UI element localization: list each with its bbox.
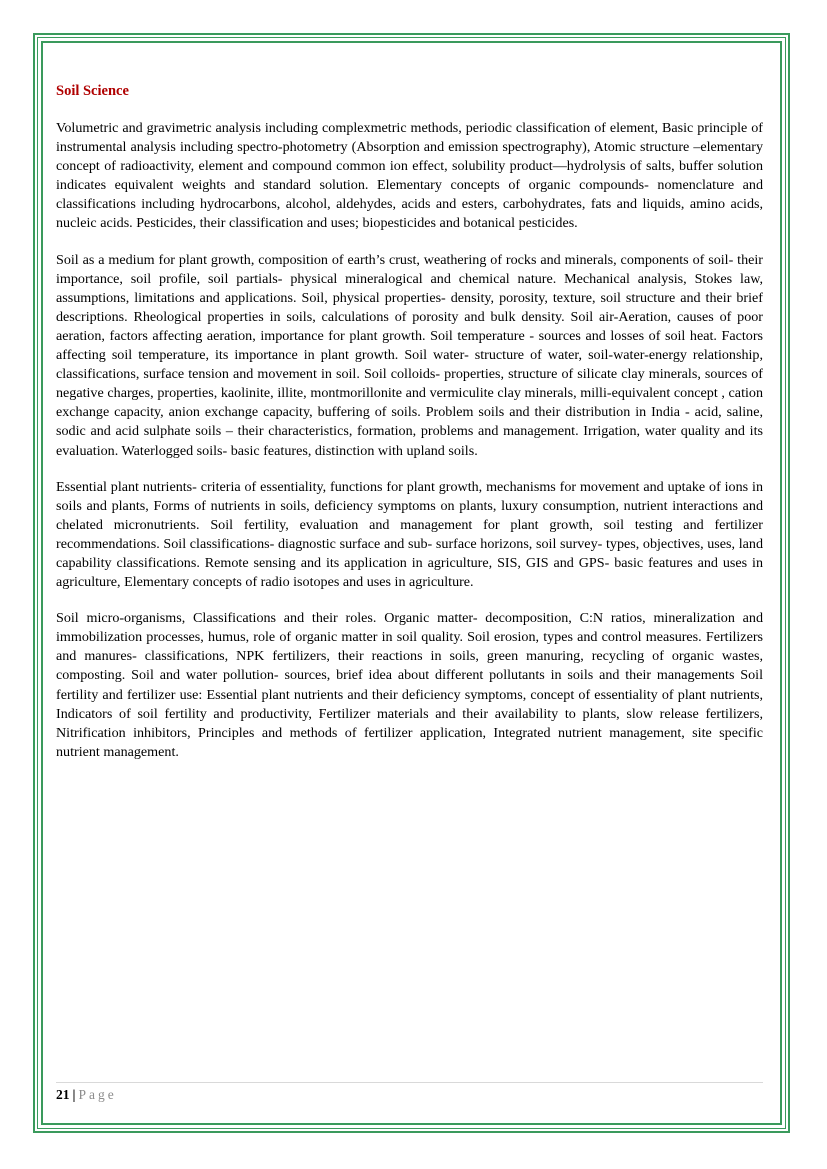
page-label: Page (78, 1087, 117, 1102)
document-body (56, 82, 763, 779)
footer-divider (56, 1082, 763, 1083)
paragraph-plant-nutrients: Essential plant nutrients- criteria of essentiality, functions for plant growth, mechanisms for movement and uptake of ions in soils and plants, Forms of nutrients in soils, deficiency symptoms on plants, luxury consumption, nutrient interactions and chelated micronutrients. Soil fertility, evaluation and management for plant growth, soil testing and fertilizer recommendations. Soil classifications- diagnostic surface and sub- surface horizons, soil survey- types, objectives, uses, land capability classifications. Remote sensing and its application in agriculture, SIS, GIS and GPS- basic features and uses in agriculture, Elementary concepts of radio isotopes and uses in agriculture. (56, 478, 763, 591)
footer-separator: | (72, 1087, 76, 1102)
paragraph-soil-biology-fertility: Soil micro-organisms, Classifications and their roles. Organic matter- decomposition, C:N ratios, mineralization and immobilization processes, humus, role of organic matter in soil quality. Soil erosion, types and control measures. Fertilizers and manures- classifications, NPK fertilizers, their reactions in soils, green manuring, recycling of organic wastes, composting. Soil and water pollution- sources, brief idea about different pollutants in soils and their managements Soil fertility and fertilizer use: Essential plant nutrients and their deficiency symptoms, concept of essentiality of plant nutrients, Indicators of soil fertility and productivity, Fertilizer materials and their availability to plants, slow release fertilizers, Nitrification inhibitors, Principles and methods of fertilizer application, Integrated nutrient management, site specific nutrient management. (56, 610, 763, 760)
paragraph-chemistry: Volumetric and gravimetric analysis including complexmetric methods, periodic classification of element, Basic principle of instrumental analysis including spectro-photometry (Absorption and emission spectrography), Atomic structure –elementary concept of radioactivity, element and compound common ion effect, solubility product—hydrolysis of salts, buffer solution indicates equivalent weights and standard solution. Elementary concepts of organic compounds- nomenclature and classifications including hydrocarbons, alcohol, aldehydes, acids and esters, carbohydrates, fats and liquids, amino acids, nucleic acids. Pesticides, their classification and uses; biopesticides and botanical pesticides. (56, 120, 763, 232)
page-footer (56, 1086, 117, 1104)
page-number: 21 (56, 1087, 70, 1102)
paragraph-soil-physics: Soil as a medium for plant growth, composition of earth’s crust, weathering of rocks and minerals, components of soil- their importance, soil profile, soil partials- physical mineralogical and chemical nature. Mechanical analysis, Stokes law, assumptions, limitations and applications. Soil, physical properties- density, porosity, texture, soil structure and their brief descriptions. Rheological properties in soils, calculations of porosity and bulk density. Soil air-Aeration, causes of poor aeration, factors affecting aeration, importance for plant growth. Soil temperature - sources and losses of soil heat. Factors affecting soil temperature, its importance in plant growth. Soil water- structure of water, soil-water-energy relationship, classifications, surface tension and movement in soil. Soil colloids- properties, structure of silicate clay minerals, sources of negative charges, properties, kaolinite, illite, montmorillonite and vermiculite clay minerals, milli-equivalent concept , cation exchange capacity, anion exchange capacity, buffering of soils. Problem soils and their distribution in India - acid, saline, sodic and acid sulphate soils – their characteristics, formation, problems and management. Irrigation, water quality and its evaluation. Waterlogged soils- basic features, distinction with upland soils. (56, 251, 763, 459)
section-heading: Soil Science (56, 83, 129, 99)
